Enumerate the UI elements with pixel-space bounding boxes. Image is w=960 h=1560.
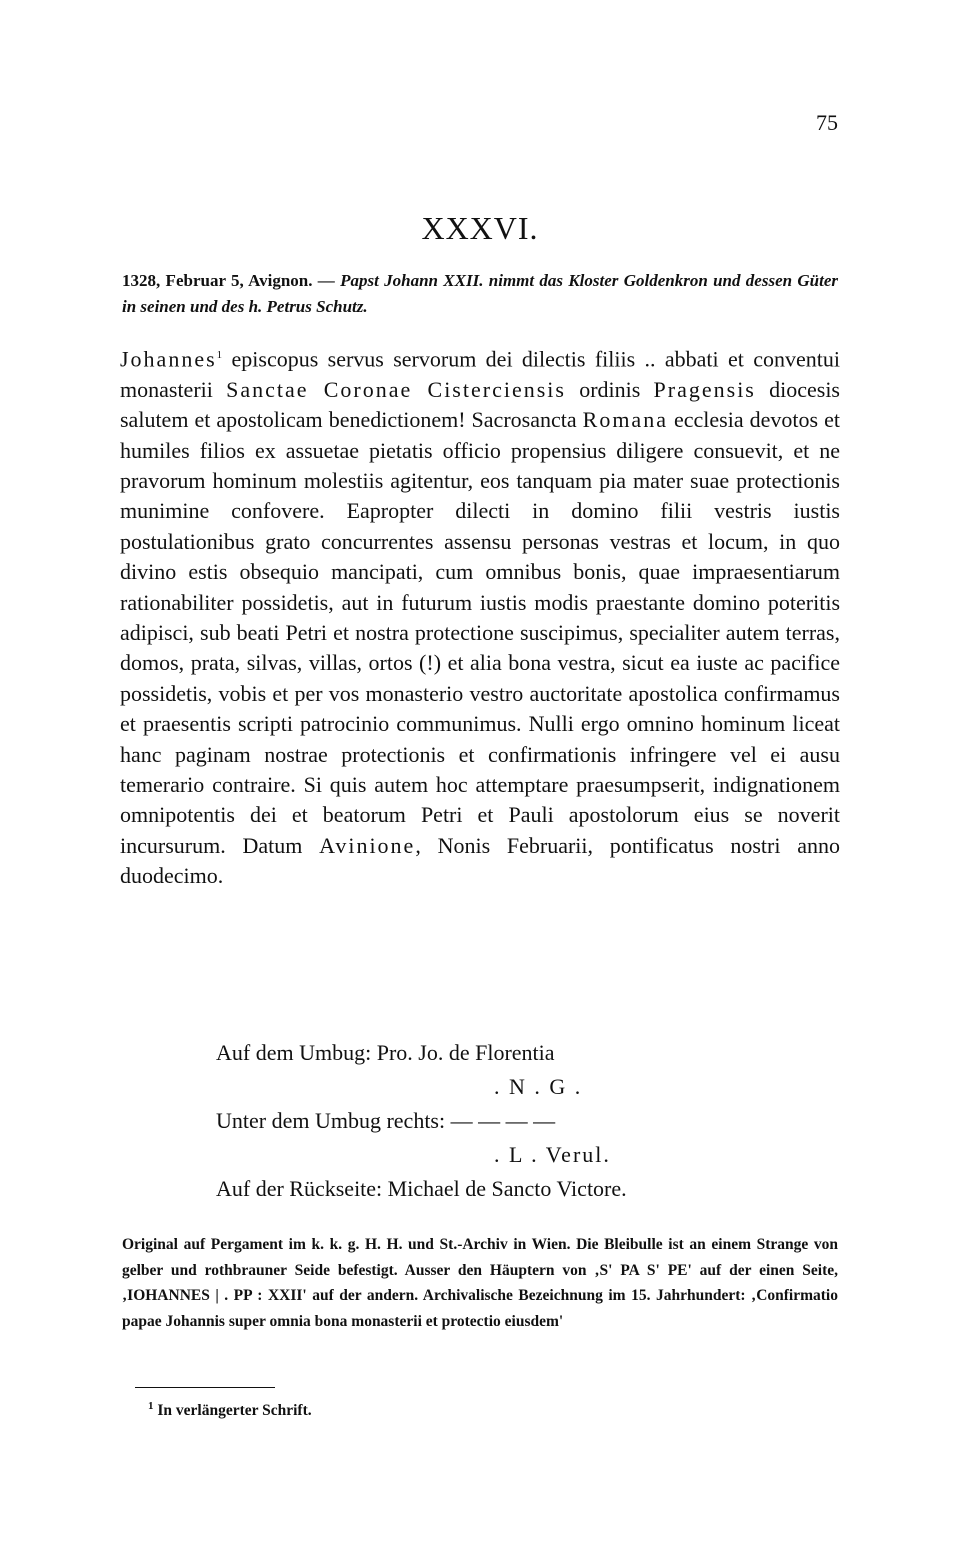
charter-text-part-3: diocesis salutem et apostolicam benedictionem! Sacrosancta xyxy=(120,376,840,433)
footnote-divider xyxy=(135,1387,275,1388)
footnote xyxy=(148,1400,312,1420)
regest xyxy=(122,268,838,320)
charter-text-part-2: ordinis xyxy=(565,376,654,402)
name-johannes: Johannes xyxy=(120,346,217,372)
archival-note: Original auf Pergament im k. k. g. H. H. und St.-Archiv in Wien. Die Bleibulle ist an einem Strange von gelber und rothbrauner Seide befestigt. Ausser den Häuptern von ‚S' PA S' PE' auf der einen Seite, ‚IOHANNES | . PP : XXII' auf der andern. Archivalische Bezeichnung im 15. Jahrhundert: ‚Confirmatio papae Johannis super omnia bona monasterii et protectio eiusdem' xyxy=(122,1236,838,1330)
endorsement-verul: . L . Verul. xyxy=(494,1142,611,1167)
footnote-mark: 1 xyxy=(148,1400,154,1412)
charter-text-part-4: ecclesia devotos et humiles filios ex assuetae pietatis officio propensius diligere consuevit, et ne pravorum hominum molestiis agitentur, eos tanquam pia mater suae protectionis munimine confovere. Eapropter dilecti in domino filii vestris iustis postulationibus grato concurrentes assensu personas vestras et locum, in quo divino estis obsequio mancipati, cum omnibus bonis, quae impraesentiarum rationabiliter possidetis, aut in futurum iustis modis praestante domino poteritis adipisci, sub beati Petri et nostra protectione suscipimus, specialiter autem terras, domos, prata, silvas, villas, ortos (!) et alia bona vestra, sicut ea iuste ac pacifice possidetis, vobis et per vos monasterio vestro auctoritate apostolica confirmamus et praesentis scripti patrocinio communimus. Nulli ergo omnino hominum liceat hanc paginam nostrae protectionis et confirmationis infringere vel ei ausu temerario contraire. Si quis autem hoc attemptare praesumpserit, indignationem omnipotentis dei et beatorum Petri et Pauli apostolorum eius se noverit incursurum. Datum xyxy=(120,407,840,858)
endorsement-umbug: Auf dem Umbug: Pro. Jo. de Florentia xyxy=(216,1040,555,1065)
footnote-reference: 1 xyxy=(216,349,223,361)
endorsement-verul-row xyxy=(216,1138,836,1172)
regest-summary: — Papst Johann XXII. nimmt das Kloster Goldenkron und dessen Güter in seinen und des h. Petrus Schutz. xyxy=(122,271,838,316)
charter-text-part-5: , Nonis Februarii, pontificatus nostri anno duodecimo. xyxy=(120,832,840,889)
endorsement-umbug-initials: . N . G . xyxy=(494,1074,583,1099)
charter-text-part-1: episcopus servus servorum dei dilectis filiis .. abbati et conventui monasterii xyxy=(120,346,840,402)
name-pragensis: Pragensis xyxy=(653,376,756,402)
name-sanctae-coronae: Sanctae Coronae Cisterciensis xyxy=(226,376,566,402)
charter-text xyxy=(120,340,840,892)
endorsement-reverse: Auf der Rückseite: Michael de Sancto Victore. xyxy=(216,1176,627,1201)
regest-date: 1328, Februar 5, Avignon. xyxy=(122,271,313,290)
document-number: XXXVI. xyxy=(421,210,539,246)
endorsement-umbug-initials-row xyxy=(216,1070,836,1104)
endorsement-under-umbug: Unter dem Umbug rechts: — — — — xyxy=(216,1108,556,1133)
name-romana: Romana xyxy=(582,407,668,433)
footnote-text: In verlängerter Schrift. xyxy=(157,1402,312,1420)
name-avinione: Avinione xyxy=(319,832,416,858)
endorsements xyxy=(216,1036,836,1206)
page-number: 75 xyxy=(816,110,838,135)
